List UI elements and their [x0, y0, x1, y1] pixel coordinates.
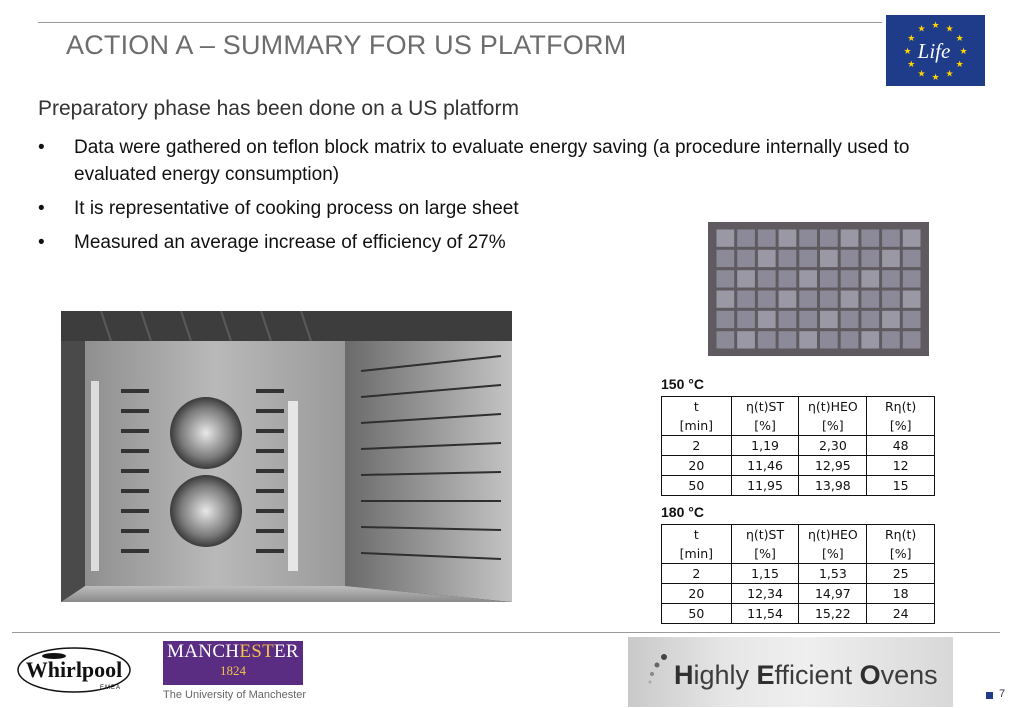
- teflon-block: [882, 331, 900, 348]
- table-cell: 2: [662, 564, 732, 584]
- bullet-item: [38, 195, 973, 222]
- teflon-block: [758, 270, 776, 287]
- bullet-text: It is representative of cooking process on large sheet: [74, 198, 519, 219]
- top-divider: [38, 22, 882, 23]
- teflon-block: [882, 250, 900, 267]
- teflon-block: [861, 331, 879, 348]
- teflon-block: [758, 230, 776, 247]
- teflon-block: [737, 331, 755, 348]
- teflon-block: [882, 311, 900, 328]
- vent-slot: [256, 489, 284, 493]
- table-cell: 15,22: [799, 604, 867, 624]
- table-cell: 15: [867, 476, 935, 496]
- teflon-block: [737, 311, 755, 328]
- table-cell: 12,34: [731, 584, 799, 604]
- table-cell: 50: [662, 604, 732, 624]
- teflon-block: [737, 270, 755, 287]
- teflon-block: [820, 311, 838, 328]
- bullet-marker: •: [38, 232, 45, 253]
- teflon-block: [717, 291, 735, 308]
- teflon-block: [799, 331, 817, 348]
- teflon-block: [779, 311, 797, 328]
- table-cell: 11,54: [731, 604, 799, 624]
- teflon-block: [820, 331, 838, 348]
- slide-title: ACTION A – SUMMARY FOR US PLATFORM: [66, 30, 627, 60]
- teflon-block-matrix-photo: [708, 222, 929, 356]
- header-unit-cell: [%]: [731, 544, 799, 564]
- table-cell: 25: [867, 564, 935, 584]
- teflon-block: [758, 250, 776, 267]
- eu-star-icon: ★: [907, 59, 916, 69]
- vent-slot: [121, 469, 149, 473]
- header-unit-cell: [min]: [662, 416, 732, 436]
- vent-slot: [121, 409, 149, 413]
- header-cell: t: [662, 397, 732, 417]
- heo-word: ighly: [693, 660, 757, 690]
- vent-slot: [121, 549, 149, 553]
- vent-slot: [121, 489, 149, 493]
- teflon-block: [779, 331, 797, 348]
- eu-star-icon: ★: [907, 33, 916, 43]
- table-180-label: 180 °C: [661, 504, 704, 520]
- manchester-logo: [163, 641, 303, 685]
- bullet-text: Data were gathered on teflon block matrix to evaluate energy saving (a procedure internally used to evaluated energy consumption): [74, 137, 910, 185]
- efficiency-table-180: [661, 524, 935, 624]
- header-cell: Rη(t): [867, 525, 935, 545]
- teflon-block: [779, 230, 797, 247]
- manchester-university-text: The University of Manchester: [163, 689, 307, 701]
- table-cell: 12: [867, 456, 935, 476]
- teflon-block: [799, 250, 817, 267]
- bullet-marker: •: [38, 137, 45, 158]
- teflon-block: [841, 291, 859, 308]
- teflon-block: [799, 291, 817, 308]
- teflon-block: [861, 230, 879, 247]
- footer-divider: [140, 632, 1000, 633]
- teflon-block: [779, 270, 797, 287]
- teflon-block: [820, 230, 838, 247]
- table-row: [662, 604, 935, 624]
- manchester-name-part: ER: [274, 641, 299, 662]
- eu-star-icon: ★: [955, 33, 964, 43]
- teflon-block: [903, 270, 921, 287]
- teflon-block: [841, 250, 859, 267]
- bullet-marker: •: [38, 198, 45, 219]
- teflon-block: [717, 230, 735, 247]
- vent-slot: [256, 529, 284, 533]
- teflon-block: [882, 230, 900, 247]
- heo-letter: H: [674, 660, 694, 690]
- teflon-block: [903, 250, 921, 267]
- eu-star-icon: ★: [903, 46, 912, 56]
- table-cell: 2,30: [799, 436, 867, 456]
- teflon-block: [861, 270, 879, 287]
- teflon-block: [903, 291, 921, 308]
- teflon-block: [903, 230, 921, 247]
- teflon-block: [841, 311, 859, 328]
- teflon-block: [861, 291, 879, 308]
- manchester-logo-name: [163, 641, 303, 663]
- table-row: [662, 476, 935, 496]
- teflon-grid-graphic: [708, 222, 929, 356]
- table-cell: 14,97: [799, 584, 867, 604]
- footer-divider-left: [12, 632, 140, 633]
- whirlpool-logo: [16, 644, 134, 700]
- table-row: [662, 584, 935, 604]
- vent-slot: [121, 529, 149, 533]
- teflon-block: [820, 291, 838, 308]
- eu-star-icon: ★: [917, 23, 926, 34]
- heo-word: fficient: [774, 660, 860, 690]
- teflon-block: [758, 311, 776, 328]
- teflon-block: [861, 311, 879, 328]
- eu-stars-icon: [886, 15, 985, 86]
- header-unit-cell: [%]: [731, 416, 799, 436]
- header-cell: η(t)ST: [731, 525, 799, 545]
- table-cell: 1,15: [731, 564, 799, 584]
- teflon-block: [758, 331, 776, 348]
- table-cell: 20: [662, 456, 732, 476]
- table-row: [662, 564, 935, 584]
- table-cell: 18: [867, 584, 935, 604]
- header-unit-cell: [%]: [867, 544, 935, 564]
- vent-slot: [256, 429, 284, 433]
- oven-interior-graphic: [61, 311, 512, 602]
- eu-star-icon: ★: [931, 20, 940, 30]
- teflon-block: [903, 331, 921, 348]
- table-cell: 1,19: [731, 436, 799, 456]
- teflon-block: [841, 270, 859, 287]
- header-cell: η(t)HEO: [799, 397, 867, 417]
- table-150-label: 150 °C: [661, 376, 704, 392]
- whirlpool-logo-subtext: EMEA: [100, 685, 122, 691]
- fan-icon: [170, 475, 242, 547]
- vent-slot: [121, 389, 149, 393]
- table-cell: 48: [867, 436, 935, 456]
- eu-star-icon: ★: [959, 46, 968, 56]
- heo-letter: E: [756, 660, 775, 690]
- table-cell: 24: [867, 604, 935, 624]
- teflon-block: [820, 270, 838, 287]
- manchester-name-part: MANCH: [167, 641, 240, 662]
- table-cell: 1,53: [799, 564, 867, 584]
- table-cell: 11,95: [731, 476, 799, 496]
- table-cell: 2: [662, 436, 732, 456]
- table-cell: 13,98: [799, 476, 867, 496]
- teflon-block: [799, 230, 817, 247]
- teflon-block: [820, 250, 838, 267]
- heo-word: vens: [880, 660, 938, 690]
- teflon-block: [737, 230, 755, 247]
- teflon-block: [882, 291, 900, 308]
- header-unit-cell: [%]: [867, 416, 935, 436]
- header-cell: t: [662, 525, 732, 545]
- table-header-row: [662, 397, 935, 417]
- oven-interior-photo: [61, 311, 512, 602]
- vent-slot: [256, 409, 284, 413]
- teflon-block: [717, 250, 735, 267]
- whirlpool-logo-text: Whirlpool: [25, 657, 123, 682]
- fan-icon: [170, 397, 242, 469]
- eu-star-icon: ★: [945, 68, 954, 79]
- vent-slot: [256, 449, 284, 453]
- teflon-block: [717, 270, 735, 287]
- vent-slot: [256, 509, 284, 513]
- vent-slot: [121, 429, 149, 433]
- table-cell: 20: [662, 584, 732, 604]
- header-unit-cell: [min]: [662, 544, 732, 564]
- table-cell: 11,46: [731, 456, 799, 476]
- teflon-block: [737, 291, 755, 308]
- vent-slot: [256, 389, 284, 393]
- vent-slot: [121, 449, 149, 453]
- efficiency-table-150: [661, 396, 935, 496]
- teflon-block: [903, 311, 921, 328]
- eu-life-logo: [886, 15, 985, 86]
- eu-star-icon: ★: [945, 23, 954, 34]
- header-cell: Rη(t): [867, 397, 935, 417]
- heo-logo-text: [674, 660, 938, 691]
- table-header-unit-row: [662, 416, 935, 436]
- header-cell: η(t)ST: [731, 397, 799, 417]
- table-cell: 12,95: [799, 456, 867, 476]
- eu-star-icon: ★: [955, 59, 964, 69]
- teflon-block: [841, 230, 859, 247]
- table-cell: 50: [662, 476, 732, 496]
- eu-star-icon: ★: [931, 72, 940, 82]
- teflon-block: [779, 250, 797, 267]
- teflon-block: [841, 331, 859, 348]
- teflon-block: [737, 250, 755, 267]
- manchester-name-part: EST: [239, 641, 275, 662]
- table-header-row: [662, 525, 935, 545]
- bullet-text: Measured an average increase of efficiency of 27%: [74, 232, 506, 253]
- teflon-block: [799, 311, 817, 328]
- teflon-block: [758, 291, 776, 308]
- heo-letter: O: [859, 660, 881, 690]
- manchester-logo-year: 1824: [220, 663, 246, 678]
- whirlpool-logo-graphic: [16, 644, 134, 700]
- table-row: [662, 456, 935, 476]
- header-cell: η(t)HEO: [799, 525, 867, 545]
- bullet-item: [38, 134, 973, 188]
- eu-star-icon: ★: [917, 68, 926, 79]
- teflon-block: [861, 250, 879, 267]
- vent-slot: [256, 469, 284, 473]
- page-marker-icon: [986, 692, 993, 699]
- teflon-block: [882, 270, 900, 287]
- vent-slot: [256, 549, 284, 553]
- teflon-block: [799, 270, 817, 287]
- teflon-block: [779, 291, 797, 308]
- table-header-unit-row: [662, 544, 935, 564]
- table-row: [662, 436, 935, 456]
- teflon-block: [717, 331, 735, 348]
- teflon-block: [717, 311, 735, 328]
- vent-slot: [121, 509, 149, 513]
- slide-subtitle: Preparatory phase has been done on a US platform: [38, 97, 519, 120]
- header-unit-cell: [%]: [799, 544, 867, 564]
- header-unit-cell: [%]: [799, 416, 867, 436]
- page-number: 7: [999, 688, 1006, 700]
- life-logo-text: Life: [917, 39, 951, 63]
